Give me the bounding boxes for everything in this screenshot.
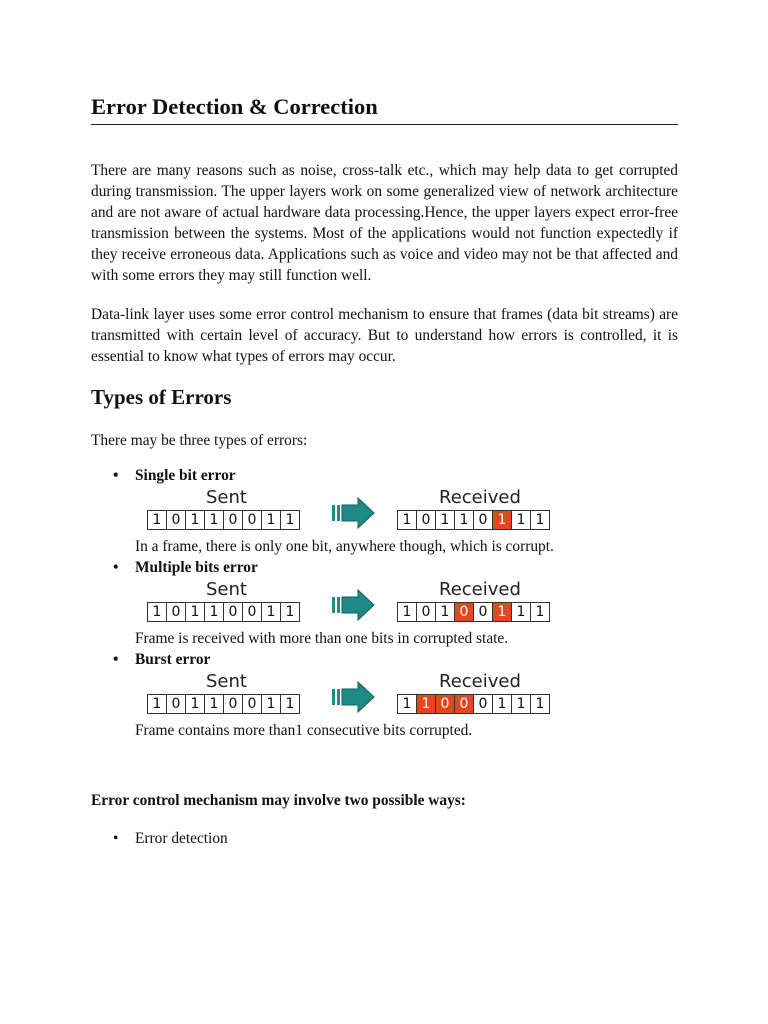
list-item-label: Error detection	[135, 830, 228, 847]
bit-cell: 0	[243, 695, 262, 713]
bit-cell: 1	[535, 696, 545, 712]
bullet-icon: •	[113, 830, 119, 847]
page-title: Error Detection & Correction	[91, 92, 678, 125]
error-types-list	[91, 465, 678, 741]
received-label: Received	[439, 671, 521, 692]
types-intro: There may be three types of errors:	[91, 432, 308, 449]
bit-diagram	[147, 672, 678, 718]
bullet-icon: •	[113, 651, 119, 668]
bit-cell: 0	[474, 695, 493, 713]
bit-cell: 1	[398, 695, 417, 713]
bit-cell: 0	[243, 603, 262, 621]
bit-cell: 0	[224, 603, 243, 621]
bit-cell: 1	[205, 695, 224, 713]
bit-cell: 1	[512, 695, 531, 713]
bit-cell: 1	[535, 512, 545, 528]
received-label: Received	[439, 487, 521, 508]
bit-cell: 1	[186, 603, 205, 621]
received-bits	[397, 694, 550, 714]
bit-cell: 1	[205, 603, 224, 621]
corrupted-bit: 0	[455, 695, 474, 713]
bit-cell: 1	[148, 603, 167, 621]
error-type-item	[91, 465, 678, 486]
bit-cell: 0	[167, 695, 186, 713]
section-heading: Types of Errors	[91, 385, 232, 409]
bit-cell: 0	[167, 511, 186, 529]
corrupted-bit: 1	[493, 511, 512, 529]
bit-cell: 1	[262, 511, 281, 529]
bit-cell: 1	[205, 511, 224, 529]
bit-diagram	[147, 488, 678, 534]
bit-cell: 1	[455, 511, 474, 529]
paragraph-datalink: Data-link layer uses some error control mechanism to ensure that frames (data bit streams) are transmitted with certain level of accuracy. But to understand how errors is controlled, it is essential to know what types of errors may occur.	[91, 306, 678, 365]
error-type-name: Multiple bits error	[135, 559, 258, 576]
error-type-caption: Frame is received with more than one bits in corrupted state.	[135, 630, 509, 647]
bit-cell: 0	[224, 511, 243, 529]
bit-cell: 1	[512, 511, 531, 529]
bit-diagram	[147, 580, 678, 626]
sent-label: Sent	[206, 487, 247, 508]
bit-cell: 0	[167, 603, 186, 621]
bit-cell: 1	[285, 512, 295, 528]
corrupted-bit: 0	[436, 695, 455, 713]
bit-cell: 1	[262, 695, 281, 713]
closing-heading: Error control mechanism may involve two possible ways:	[91, 792, 466, 809]
bit-cell: 0	[474, 603, 493, 621]
bit-cell: 1	[398, 511, 417, 529]
bit-cell: 1	[285, 696, 295, 712]
document-page	[91, 92, 678, 849]
bit-cell: 1	[493, 695, 512, 713]
arrow-right-icon	[332, 589, 376, 621]
error-type-caption: Frame contains more than1 consecutive bits corrupted.	[135, 722, 473, 739]
bit-cell: 1	[148, 511, 167, 529]
list-item	[91, 828, 678, 849]
bit-cell: 1	[186, 511, 205, 529]
bit-cell: 1	[186, 695, 205, 713]
sent-bits	[147, 694, 300, 714]
bit-cell: 0	[417, 603, 436, 621]
received-bits	[397, 510, 550, 530]
bit-cell: 1	[512, 603, 531, 621]
bullet-icon: •	[113, 467, 119, 484]
paragraph-intro: There are many reasons such as noise, cross-talk etc., which may help data to get corrupted during transmission. The upper layers work on some generalized view of network architecture and are not aware of actual hardware data processing.Hence, the upper layers expect error-free transmission between the systems. Most of the applications would not function expectedly if they receive erroneous data. Applications such as voice and video may not be that affected and with some errors they may still function well.	[91, 162, 678, 284]
corrupted-bit: 0	[455, 603, 474, 621]
bit-cell: 0	[417, 511, 436, 529]
corrupted-bit: 1	[493, 603, 512, 621]
bit-cell: 1	[262, 603, 281, 621]
sent-label: Sent	[206, 671, 247, 692]
bit-cell: 0	[224, 695, 243, 713]
bit-cell: 0	[474, 511, 493, 529]
arrow-right-icon	[332, 681, 376, 713]
bit-cell: 0	[243, 511, 262, 529]
sent-bits	[147, 602, 300, 622]
arrow-right-icon	[332, 497, 376, 529]
corrupted-bit: 1	[417, 695, 436, 713]
bit-cell: 1	[436, 603, 455, 621]
error-type-name: Burst error	[135, 651, 211, 668]
sent-bits	[147, 510, 300, 530]
error-type-caption: In a frame, there is only one bit, anywhere though, which is corrupt.	[135, 538, 554, 555]
bit-cell: 1	[285, 604, 295, 620]
received-bits	[397, 602, 550, 622]
error-type-name: Single bit error	[135, 467, 236, 484]
bit-cell: 1	[535, 604, 545, 620]
error-type-item	[91, 557, 678, 578]
sent-label: Sent	[206, 579, 247, 600]
bit-cell: 1	[398, 603, 417, 621]
received-label: Received	[439, 579, 521, 600]
bit-cell: 1	[436, 511, 455, 529]
bit-cell: 1	[148, 695, 167, 713]
error-type-item	[91, 649, 678, 670]
bullet-icon: •	[113, 559, 119, 576]
